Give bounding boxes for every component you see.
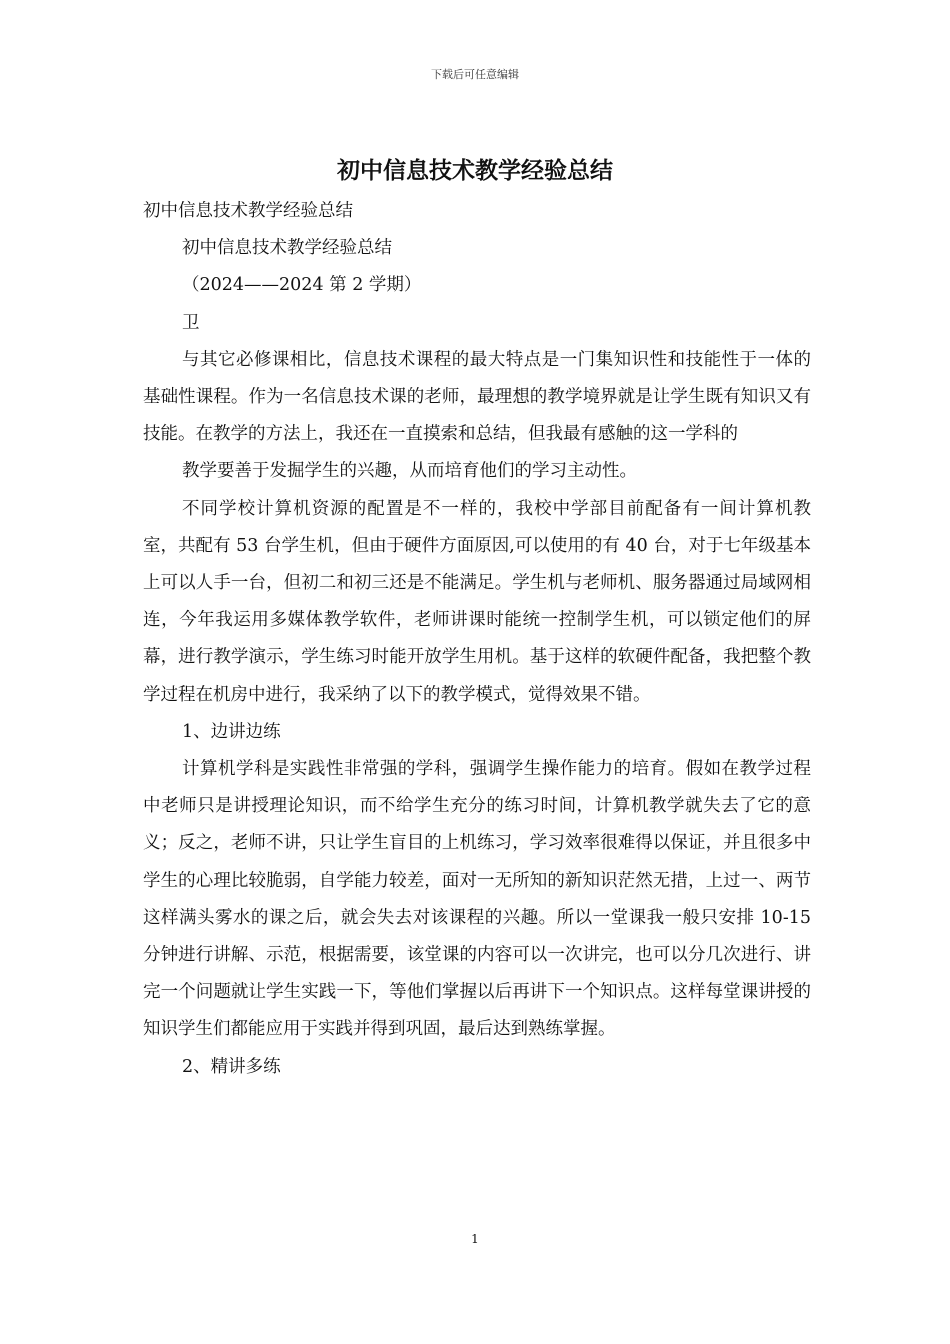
page-header: 下载后可任意编辑 bbox=[431, 68, 519, 81]
paragraph: 卫 bbox=[182, 312, 200, 333]
paragraph: 与其它必修课相比，信息技术课程的最大特点是一门集知识性和技能性于一体的基础性课程。作为一名信息技术课的老师，最理想的教学境界就是让学生既有知识又有技能。在教学的方法上，我还在一直摸索和总结，但我最有感触的这一学科的 bbox=[143, 349, 811, 445]
document-body bbox=[143, 193, 811, 1086]
paragraph: 不同学校计算机资源的配置是不一样的，我校中学部目前配备有一间计算机教室，共配有 53 台学生机，但由于硬件方面原因,可以使用的有 40 台，对于七年级基本上可以人手一台，但初二和初三还是不能满足。学生机与老师机、服务器通过局域网相连，今年我运用多媒体教学软件，老师讲课时能统一控制学生机，可以锁定他们的屏幕，进行教学演示，学生练习时能开放学生用机。基于这样的软硬件配备，我把整个教学过程在机房中进行，我采纳了以下的教学模式，觉得效果不错。 bbox=[143, 498, 811, 705]
paragraph: 教学要善于发掘学生的兴趣，从而培育他们的学习主动性。 bbox=[182, 461, 637, 482]
document-title: 初中信息技术教学经验总结 bbox=[337, 158, 613, 184]
paragraph: 计算机学科是实践性非常强的学科，强调学生操作能力的培育。假如在教学过程中老师只是讲授理论知识，而不给学生充分的练习时间，计算机教学就失去了它的意义；反之，老师不讲，只让学生盲目的上机练习，学习效率很难得以保证，并且很多中学生的心理比较脆弱，自学能力较差，面对一无所知的新知识茫然无措，上过一、两节这样满头雾水的课之后，就会失去对该课程的兴趣。所以一堂课我一般只安排 10-15 分钟进行讲解、示范，根据需要，该堂课的内容可以一次讲完，也可以分几次进行、讲完一个问题就让学生实践一下，等他们掌握以后再讲下一个知识点。这样每堂课讲授的知识学生们都能应用于实践并得到巩固，最后达到熟练掌握。 bbox=[143, 759, 811, 1040]
paragraph: 初中信息技术教学经验总结 bbox=[143, 201, 353, 221]
section-heading: 2、精讲多练 bbox=[182, 1056, 281, 1077]
page-number: 1 bbox=[471, 1232, 479, 1246]
paragraph: 初中信息技术教学经验总结 bbox=[182, 238, 392, 259]
section-heading: 1、边讲边练 bbox=[182, 721, 281, 742]
paragraph: （2024——2024 第 2 学期） bbox=[182, 275, 422, 296]
